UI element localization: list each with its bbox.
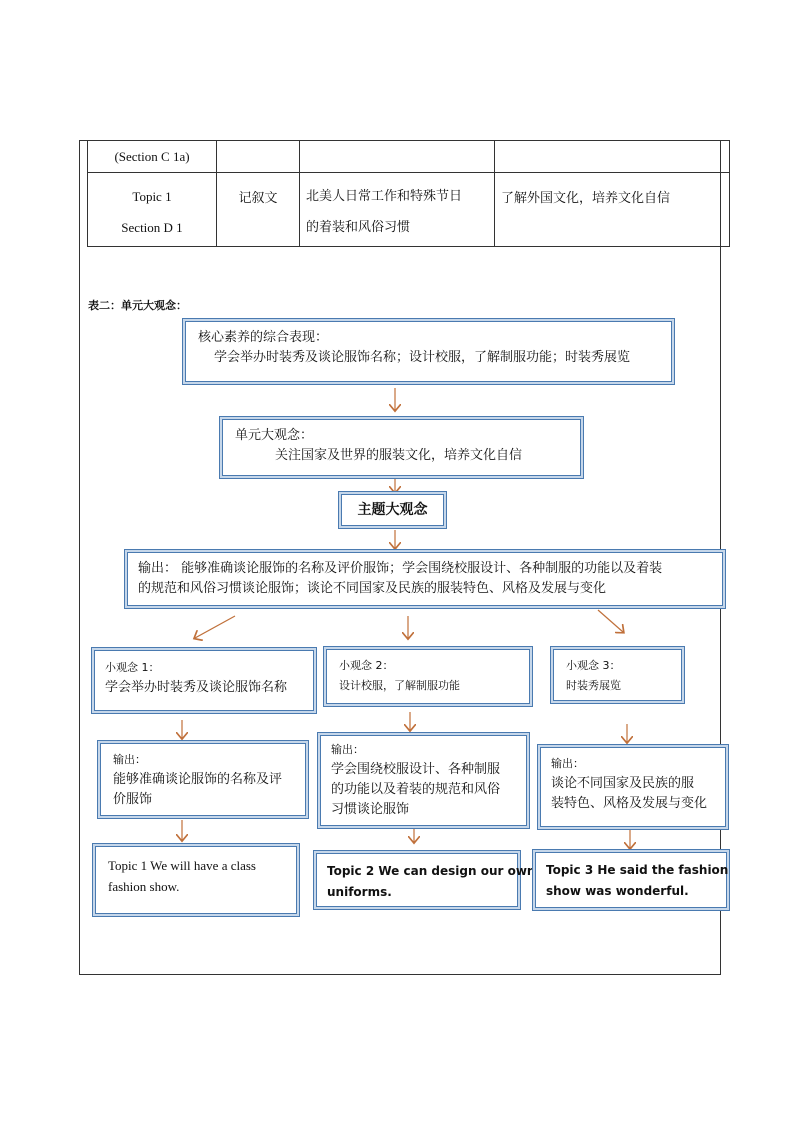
box-text: Topic 3 He said the fashion <box>546 863 729 877</box>
box-text: show was wonderful. <box>546 884 689 898</box>
box-text: Topic 2 We can design our own <box>327 864 536 878</box>
output-2-box <box>320 735 527 826</box>
section-heading: 表二：单元大观念： <box>88 299 187 312</box>
sub-idea-2-box <box>326 649 530 704</box>
box-title: 核心素养的综合表现： <box>198 330 329 345</box>
output-1-box <box>100 743 306 816</box>
cell-text: 北美人日常工作和特殊节日 <box>306 189 463 204</box>
table-cell: 记叙文 <box>217 173 300 247</box>
box-title: 单元大观念： <box>235 428 314 443</box>
box-title: 小观念 3： <box>566 659 621 672</box>
sub-idea-1-box <box>94 650 314 711</box>
box-text: 能够准确谈论服饰的名称及评 <box>113 772 283 787</box>
section-label: Section D 1 <box>121 220 183 235</box>
box-text: 的功能以及着装的规范和风俗 <box>331 782 501 797</box>
core-competency-box <box>185 321 672 382</box>
box-text: 输出： 能够准确谈论服饰的名称及评价服饰；学会围绕校服设计、各种制服的功能以及着装 <box>138 561 663 576</box>
sub-idea-3-box <box>553 649 682 701</box>
box-title: 小观念 2： <box>339 659 394 672</box>
box-text: 学会举办时装秀及谈论服饰名称 <box>105 680 288 695</box>
topic-3-box <box>535 852 727 908</box>
box-text: Topic 1 We will have a class <box>108 858 256 873</box>
box-text: fashion show. <box>108 879 180 894</box>
topic-1-box <box>95 846 297 914</box>
box-title: 输出： <box>331 743 364 756</box>
box-title: 输出： <box>113 753 146 766</box>
box-text: 的规范和风俗习惯谈论服饰；谈论不同国家及民族的服装特色、风格及发展与变化 <box>138 581 607 596</box>
theme-idea-box: 主题大观念 <box>341 494 444 526</box>
box-text: 谈论不同国家及民族的服 <box>551 776 695 791</box>
table-cell: (Section C 1a) <box>88 141 217 173</box>
box-text: 学会围绕校服设计、各种制服 <box>331 762 501 777</box>
unit-idea-box <box>222 419 581 476</box>
topic-label: Topic 1 <box>132 189 172 204</box>
box-title: 小观念 1： <box>105 661 160 674</box>
box-text: 学会举办时装秀及谈论服饰名称；设计校服，了解制服功能；时装秀展览 <box>214 350 631 365</box>
arrow-output-sub1 <box>195 616 235 638</box>
box-text: 关注国家及世界的服装文化，培养文化自信 <box>275 448 523 463</box>
cell-text: 的着装和风俗习惯 <box>306 220 411 235</box>
box-text: 价服饰 <box>113 792 153 807</box>
box-text: 时装秀展览 <box>566 679 621 692</box>
output-3-box <box>540 747 726 827</box>
topic-2-box <box>316 853 536 907</box>
box-text: uniforms. <box>327 885 392 899</box>
box-text: 装特色、风格及发展与变化 <box>551 796 708 811</box>
box-title: 输出： <box>551 757 584 770</box>
main-output-box <box>127 552 723 606</box>
box-text: 习惯谈论服饰 <box>331 802 410 817</box>
box-text: 设计校服，了解制服功能 <box>339 679 460 692</box>
arrow-output-sub3 <box>598 610 623 632</box>
table-cell: 了解外国文化，培养文化自信 <box>495 173 730 247</box>
